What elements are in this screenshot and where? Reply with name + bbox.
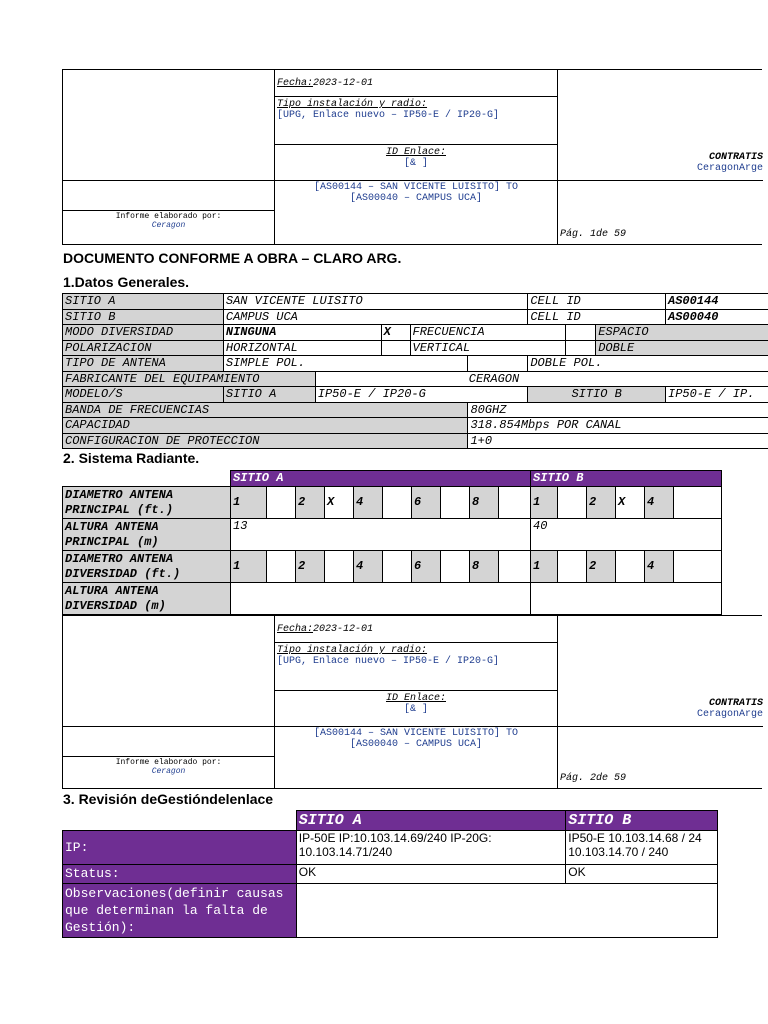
informe-value: Ceragon bbox=[151, 767, 186, 776]
section1-title: 1.Datos Generales. bbox=[63, 274, 190, 290]
table-row bbox=[63, 356, 768, 372]
table-row bbox=[63, 884, 718, 938]
status-label: Status: bbox=[63, 865, 297, 884]
fecha-value: 2023-12-01 bbox=[313, 624, 374, 635]
table-row bbox=[63, 340, 768, 356]
table-row bbox=[63, 387, 768, 403]
fabricante-label: FABRICANTE DEL EQUIPAMIENTO bbox=[63, 371, 316, 387]
option-box bbox=[558, 487, 587, 519]
mark-x: X bbox=[616, 487, 645, 519]
id-enlace-label: ID Enlace: bbox=[385, 693, 446, 704]
contratista-value: CeragonArge bbox=[696, 163, 763, 174]
config-label: CONFIGURACION DE PROTECCION bbox=[63, 433, 468, 449]
blank-corner bbox=[63, 471, 231, 487]
link-line2: [AS00040 – CAMPUS UCA] bbox=[349, 739, 483, 750]
empty-cell bbox=[63, 727, 275, 757]
option-box bbox=[616, 551, 645, 583]
fecha-label: Fecha: bbox=[277, 78, 314, 89]
contratista-label: CONTRATIS bbox=[708, 152, 763, 163]
option-2: 2 bbox=[587, 487, 616, 519]
informe-value: Ceragon bbox=[151, 221, 186, 230]
tipo-doble: DOBLE POL. bbox=[528, 356, 768, 372]
polar-d: DOBLE bbox=[596, 340, 768, 356]
pag-cell bbox=[558, 181, 763, 245]
polar-v-check bbox=[566, 340, 596, 356]
altura-diversidad-b bbox=[531, 583, 722, 615]
modo-x: X bbox=[381, 325, 410, 341]
modo-label: MODO DIVERSIDAD bbox=[63, 325, 224, 341]
page-header-1 bbox=[62, 69, 762, 245]
tipo-label: Tipo instalación y radio: bbox=[277, 645, 428, 656]
informe-label: Informe elaborado por: bbox=[115, 758, 222, 767]
polar-h-check bbox=[381, 340, 410, 356]
option-1: 1 bbox=[531, 551, 558, 583]
page-header-2 bbox=[62, 615, 762, 789]
option-box bbox=[674, 487, 722, 519]
altura-a: 13 bbox=[231, 519, 531, 551]
table-row bbox=[63, 831, 718, 865]
header-logo-area bbox=[63, 616, 275, 727]
modelo-sitio-b: SITIO B bbox=[528, 387, 666, 403]
link-line1: [AS00144 – SAN VICENTE LUISITO] TO bbox=[313, 182, 519, 193]
fecha-cell bbox=[275, 616, 558, 643]
table-row bbox=[63, 551, 722, 583]
option-1: 1 bbox=[231, 551, 267, 583]
observaciones-label: Observaciones(definir causas que determinan la falta de Gestión): bbox=[63, 884, 297, 938]
id-enlace-label: ID Enlace: bbox=[385, 147, 446, 158]
tipo-value: [UPG, Enlace nuevo – IP50-E / IP20-G] bbox=[277, 656, 500, 667]
header-logo-area bbox=[63, 70, 275, 181]
tipo-simple-check bbox=[468, 356, 528, 372]
sitio-b-header: SITIO B bbox=[566, 811, 718, 831]
tipo-cell bbox=[275, 643, 558, 691]
altura-b: 40 bbox=[531, 519, 722, 551]
table-row bbox=[63, 294, 768, 310]
option-box bbox=[499, 551, 531, 583]
fecha-cell bbox=[275, 70, 558, 97]
id-enlace-cell bbox=[275, 145, 558, 181]
link-cell bbox=[275, 181, 558, 245]
diam-principal-label: DIAMETRO ANTENA PRINCIPAL (ft.) bbox=[63, 487, 231, 519]
section2-title: 2. Sistema Radiante. bbox=[63, 450, 200, 466]
altura-principal-label: ALTURA ANTENA PRINCIPAL (m) bbox=[63, 519, 231, 551]
option-box bbox=[441, 551, 470, 583]
option-box bbox=[383, 487, 412, 519]
id-enlace-value: [& ] bbox=[403, 704, 428, 715]
option-6: 6 bbox=[412, 487, 441, 519]
option-8: 8 bbox=[470, 551, 499, 583]
sitio-b-header: SITIO B bbox=[531, 471, 722, 487]
table-row bbox=[63, 865, 718, 884]
contratista-cell bbox=[558, 70, 763, 181]
informe-cell bbox=[63, 757, 275, 789]
option-6: 6 bbox=[412, 551, 441, 583]
table-row bbox=[63, 371, 768, 387]
capacidad-label: CAPACIDAD bbox=[63, 418, 468, 434]
diam-diversidad-label: DIAMETRO ANTENA DIVERSIDAD (ft.) bbox=[63, 551, 231, 583]
sitio-a-header: SITIO A bbox=[296, 811, 565, 831]
page-number: Pág. 2de 59 bbox=[560, 773, 627, 784]
option-4: 4 bbox=[354, 487, 383, 519]
ip-b: IP50-E 10.103.14.68 / 24 10.103.14.70 / 240 bbox=[566, 831, 718, 865]
pag-cell bbox=[558, 727, 763, 789]
fecha-value: 2023-12-01 bbox=[313, 78, 374, 89]
table-row bbox=[63, 325, 768, 341]
page-number: Pág. 1de 59 bbox=[560, 229, 627, 240]
altura-diversidad-label: ALTURA ANTENA DIVERSIDAD (m) bbox=[63, 583, 231, 615]
sitio-a-label: SITIO A bbox=[63, 294, 224, 310]
cell-id-b: AS00040 bbox=[666, 309, 768, 325]
tipo-cell bbox=[275, 97, 558, 145]
datos-generales-table bbox=[62, 293, 768, 449]
option-box bbox=[267, 487, 296, 519]
section3-title: 3. Revisión deGestióndelenlace bbox=[63, 791, 274, 807]
option-1: 1 bbox=[531, 487, 558, 519]
sitio-b-value: CAMPUS UCA bbox=[223, 309, 527, 325]
fecha-label: Fecha: bbox=[277, 624, 314, 635]
status-a: OK bbox=[296, 865, 565, 884]
banda-value: 80GHZ bbox=[468, 402, 768, 418]
sitio-b-label: SITIO B bbox=[63, 309, 224, 325]
modelo-label: MODELO/S bbox=[63, 387, 224, 403]
ip-label: IP: bbox=[63, 831, 297, 865]
informe-cell bbox=[63, 211, 275, 245]
option-2: 2 bbox=[296, 487, 325, 519]
modelo-sitio-a: SITIO A bbox=[223, 387, 315, 403]
contratista-value: CeragonArge bbox=[696, 709, 763, 720]
fabricante-value: CERAGON bbox=[315, 371, 768, 387]
polar-h: HORIZONTAL bbox=[223, 340, 381, 356]
option-2: 2 bbox=[587, 551, 616, 583]
modo-frecuencia: FRECUENCIA bbox=[410, 325, 566, 341]
banda-label: BANDA DE FRECUENCIAS bbox=[63, 402, 468, 418]
polar-label: POLARIZACION bbox=[63, 340, 224, 356]
tipo-value: [UPG, Enlace nuevo – IP50-E / IP20-G] bbox=[277, 110, 500, 121]
option-box bbox=[325, 551, 354, 583]
link-cell bbox=[275, 727, 558, 789]
option-box bbox=[383, 551, 412, 583]
modo-ninguna: NINGUNA bbox=[223, 325, 381, 341]
modo-espacio: ESPACIO bbox=[596, 325, 768, 341]
blank-corner bbox=[63, 811, 297, 831]
config-value: 1+0 bbox=[468, 433, 768, 449]
observaciones-value bbox=[296, 884, 717, 938]
option-box bbox=[441, 487, 470, 519]
table-row bbox=[63, 433, 768, 449]
cell-id-label-b: CELL ID bbox=[528, 309, 666, 325]
id-enlace-cell bbox=[275, 691, 558, 727]
option-4: 4 bbox=[645, 551, 674, 583]
option-1: 1 bbox=[231, 487, 267, 519]
gestion-table bbox=[62, 810, 718, 938]
tipo-simple: SIMPLE POL. bbox=[223, 356, 468, 372]
modo-frecuencia-check bbox=[566, 325, 596, 341]
option-box bbox=[499, 487, 531, 519]
id-enlace-value: [& ] bbox=[403, 158, 428, 169]
table-row bbox=[63, 811, 718, 831]
table-row bbox=[63, 519, 722, 551]
link-line1: [AS00144 – SAN VICENTE LUISITO] TO bbox=[313, 728, 519, 739]
cell-id-label-a: CELL ID bbox=[528, 294, 666, 310]
status-b: OK bbox=[566, 865, 718, 884]
option-8: 8 bbox=[470, 487, 499, 519]
tipo-label: Tipo instalación y radio: bbox=[277, 99, 428, 110]
sitio-a-header: SITIO A bbox=[231, 471, 531, 487]
empty-cell bbox=[63, 181, 275, 211]
sitio-a-value: SAN VICENTE LUISITO bbox=[223, 294, 527, 310]
polar-v: VERTICAL bbox=[410, 340, 566, 356]
table-row bbox=[63, 402, 768, 418]
link-line2: [AS00040 – CAMPUS UCA] bbox=[349, 193, 483, 204]
table-row bbox=[63, 583, 722, 615]
option-2: 2 bbox=[296, 551, 325, 583]
table-row bbox=[63, 418, 768, 434]
modelo-a: IP50-E / IP20-G bbox=[315, 387, 528, 403]
sistema-radiante-table bbox=[62, 470, 722, 615]
option-box bbox=[674, 551, 722, 583]
table-row bbox=[63, 471, 722, 487]
option-4: 4 bbox=[645, 487, 674, 519]
cell-id-a: AS00144 bbox=[666, 294, 768, 310]
altura-diversidad-a bbox=[231, 583, 531, 615]
option-box bbox=[267, 551, 296, 583]
mark-x: X bbox=[325, 487, 354, 519]
option-box bbox=[558, 551, 587, 583]
informe-label: Informe elaborado por: bbox=[115, 212, 222, 221]
capacidad-value: 318.854Mbps POR CANAL bbox=[468, 418, 768, 434]
modelo-b: IP50-E / IP. bbox=[666, 387, 768, 403]
contratista-cell bbox=[558, 616, 763, 727]
ip-a: IP-50E IP:10.103.14.69/240 IP-20G: 10.103.14.71/240 bbox=[296, 831, 565, 865]
tipo-ant-label: TIPO DE ANTENA bbox=[63, 356, 224, 372]
contratista-label: CONTRATIS bbox=[708, 698, 763, 709]
document-title: DOCUMENTO CONFORME A OBRA – CLARO ARG. bbox=[63, 250, 402, 266]
option-4: 4 bbox=[354, 551, 383, 583]
table-row bbox=[63, 309, 768, 325]
table-row bbox=[63, 487, 722, 519]
